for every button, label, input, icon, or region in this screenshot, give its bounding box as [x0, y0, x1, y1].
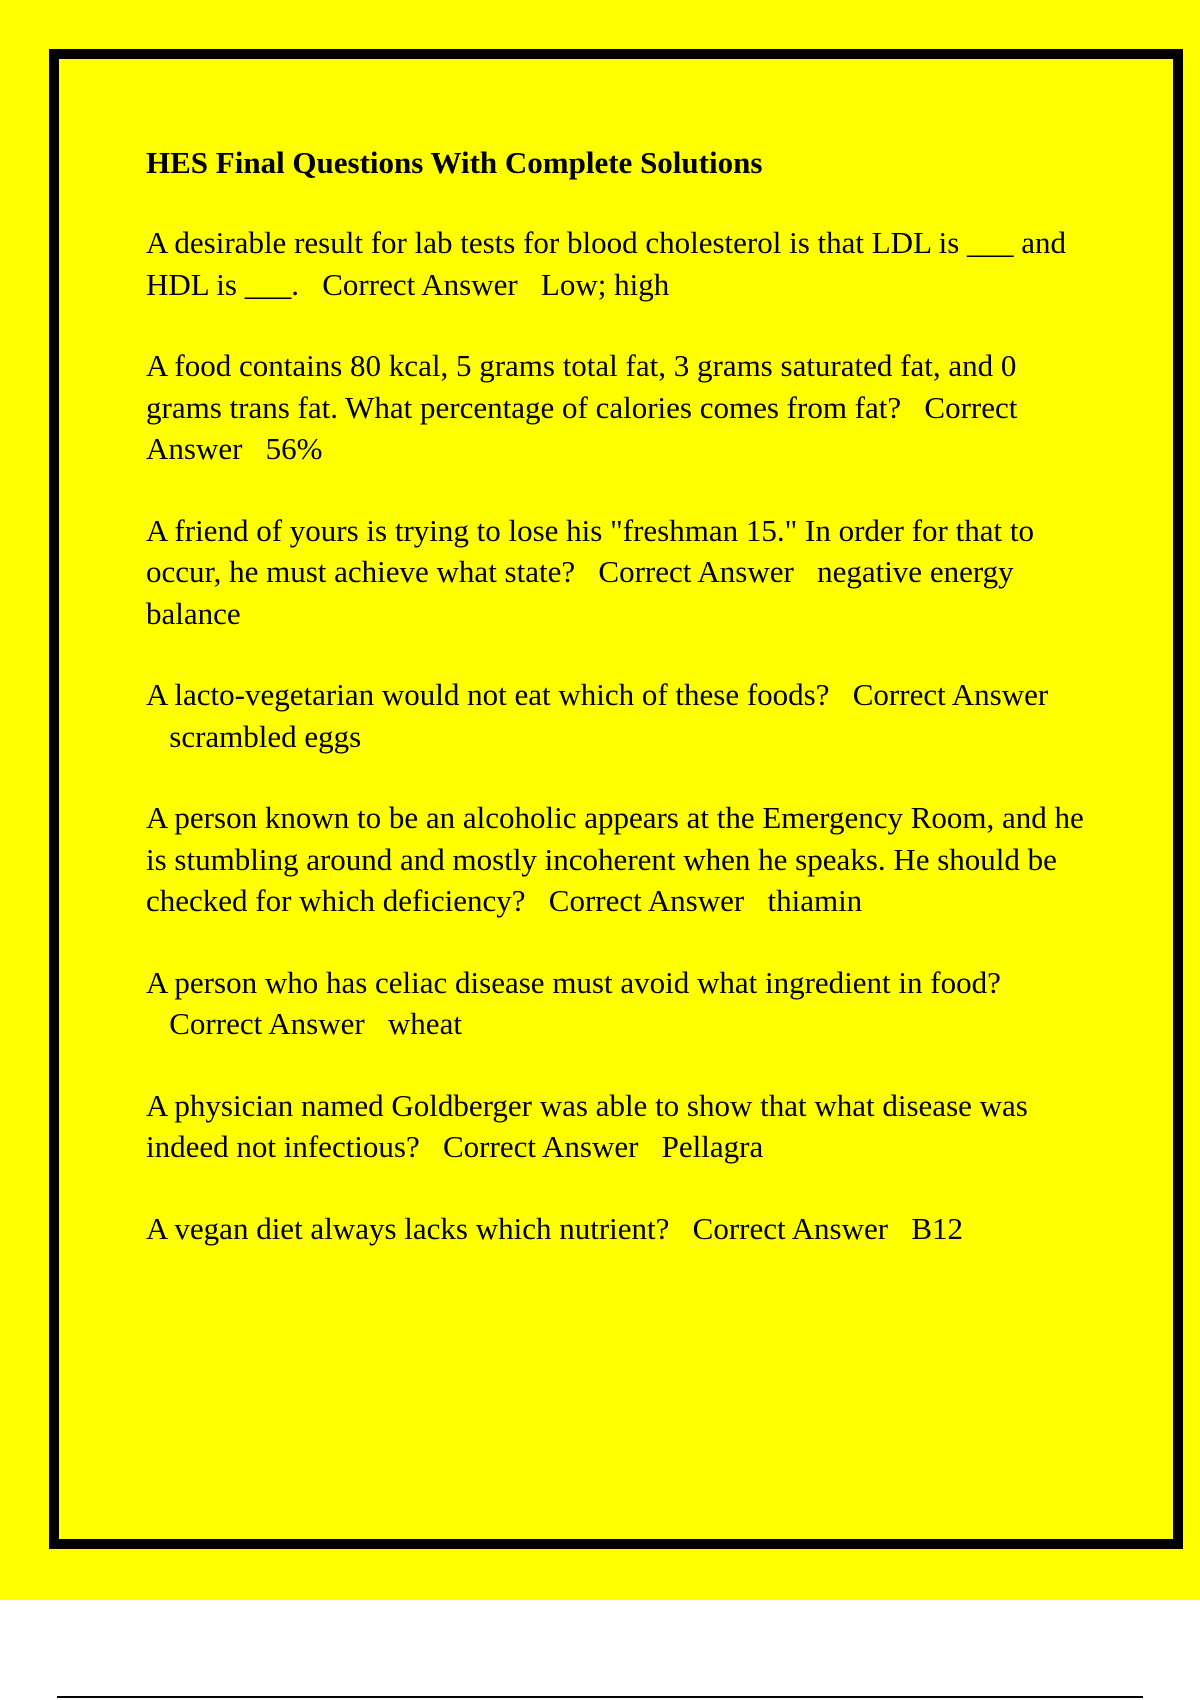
- qa-item: [146, 674, 1096, 757]
- question-text: A person who has celiac disease must avoid what ingredient in food?: [146, 964, 1001, 1000]
- answer-label: Correct Answer: [322, 266, 518, 302]
- document-body: [146, 142, 1096, 1289]
- answer-text: Low; high: [540, 266, 670, 302]
- qa-item: [146, 962, 1096, 1045]
- question-text: A food contains 80 kcal, 5 grams total fat, 3 grams saturated fat, and 0 grams trans fat. What percentage of calories comes from fat?: [146, 348, 1017, 425]
- answer-text: thiamin: [767, 883, 863, 918]
- answer-text: B12: [911, 1210, 964, 1246]
- qa-item: [146, 1208, 1096, 1250]
- answer-label: Correct Answer: [598, 554, 794, 589]
- qa-item: [146, 1085, 1096, 1168]
- question-text: A desirable result for lab tests for blood cholesterol is that LDL is ___ and HDL is ___.: [146, 225, 1067, 302]
- answer-text: scrambled eggs: [169, 718, 362, 754]
- document-title: HES Final Questions With Complete Solutions: [146, 145, 763, 180]
- question-text: A vegan diet always lacks which nutrient?: [146, 1210, 670, 1246]
- answer-label: Correct Answer: [169, 1006, 365, 1041]
- answer-text: negative energy balance: [146, 554, 1014, 631]
- answer-text: 56%: [265, 431, 323, 466]
- answer-label: Correct Answer: [443, 1129, 639, 1164]
- answer-label: Correct Answer: [852, 677, 1049, 712]
- answer-label: Correct Answer: [548, 883, 745, 918]
- qa-item: [146, 222, 1096, 305]
- footer-divider: [57, 1696, 1143, 1698]
- answer-label: Correct Answer: [146, 389, 1018, 466]
- qa-item: [146, 797, 1096, 922]
- answer-text: wheat: [387, 1006, 462, 1041]
- answer-text: Pellagra: [661, 1129, 764, 1164]
- question-text: A physician named Goldberger was able to show that what disease was indeed not infectious?: [146, 1087, 1028, 1164]
- question-text: A lacto-vegetarian would not eat which of these foods?: [146, 677, 830, 712]
- answer-label: Correct Answer: [692, 1210, 889, 1246]
- qa-item: [146, 510, 1096, 635]
- question-text: A friend of yours is trying to lose his "freshman 15." In order for that to occur, he must achieve what state?: [146, 512, 1034, 589]
- qa-item: [146, 345, 1096, 470]
- question-text: A person known to be an alcoholic appears at the Emergency Room, and he is stumbling around and mostly incoherent when he speaks. He should be checked for which deficiency?: [146, 800, 1084, 918]
